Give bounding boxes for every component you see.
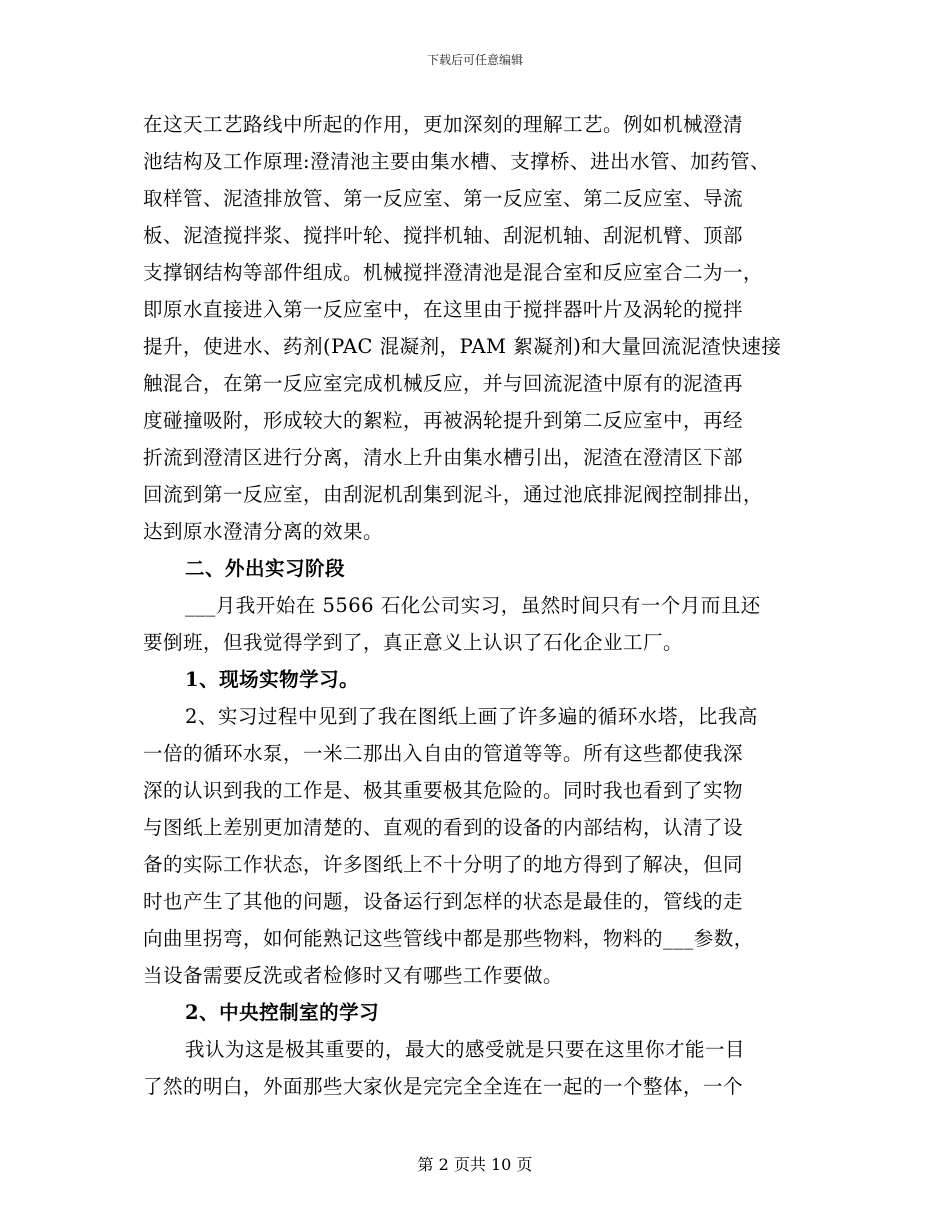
text-line: 向曲里拐弯，如何能熟记这些管线中都是那些物料，物料的___参数， [143,927,754,950]
text-line: 回流到第一反应室，由刮泥机刮集到泥斗，通过池底排泥阀控制排出， [143,483,764,506]
text-line: 达到原水澄清分离的效果。 [143,520,384,543]
text-line: 提升，使进水、药剂(PAC 混凝剂，PAM 絮凝剂)和大量回流泥渣快速接 [143,335,782,358]
text-line: ___月我开始在 5566 石化公司实习，虽然时间只有一个月而且还 [185,594,761,617]
section-heading-control-room: 2、中央控制室的学习 [185,1001,380,1024]
text-line: 了然的明白，外面那些大家伙是完完全全连在一起的一个整体，一个 [143,1075,744,1098]
paragraph-onsite-learning [143,698,823,994]
text-line: 我认为这是极其重要的，最大的感受就是只要在这里你才能一目 [185,1038,746,1061]
text-line: 触混合，在第一反应室完成机械反应，并与回流泥渣中原有的泥渣再 [143,372,744,395]
paragraph-internship-intro [143,587,823,661]
document-body [143,106,823,1105]
page-header: 下载后可任意编辑 [426,53,523,67]
text-line: 取样管、泥渣排放管、第一反应室、第一反应室、第二反应室、导流 [143,187,744,210]
text-line: 板、泥渣搅拌浆、搅拌叶轮、搅拌机轴、刮泥机轴、刮泥机臂、顶部 [143,224,744,247]
text-line: 池结构及工作原理:澄清池主要由集水槽、支撑桥、进出水管、加药管、 [143,150,771,173]
page-footer: 第 2 页共 10 页 [417,1155,533,1174]
text-line: 备的实际工作状态，许多图纸上不十分明了的地方得到了解决，但同 [143,853,744,876]
section-heading-onsite: 1、现场实物学习。 [185,668,360,691]
text-line: 即原水直接进入第一反应室中，在这里由于搅拌器叶片及涡轮的搅拌 [143,298,744,321]
text-line: 在这天工艺路线中所起的作用，更加深刻的理解工艺。例如机械澄清 [143,113,744,136]
text-line: 深的认识到我的工作是、极其重要极其危险的。同时我也看到了实物 [143,779,744,802]
paragraph-control-room [143,1031,823,1105]
text-line: 2、实习过程中见到了我在图纸上画了许多遍的循环水塔，比我高 [185,705,758,728]
text-line: 与图纸上差别更加清楚的、直观的看到的设备的内部结构，认清了设 [143,816,744,839]
text-line: 时也产生了其他的问题，设备运行到怎样的状态是最佳的，管线的走 [143,890,744,913]
paragraph-clarifier-structure [143,106,823,550]
text-line: 要倒班，但我觉得学到了，真正意义上认识了石化企业工厂。 [143,631,684,654]
section-heading-stage2: 二、外出实习阶段 [185,557,346,580]
text-line: 度碰撞吸附，形成较大的絮粒，再被涡轮提升到第二反应室中，再经 [143,409,744,432]
text-line: 折流到澄清区进行分离，清水上升由集水槽引出，泥渣在澄清区下部 [143,446,744,469]
text-line: 一倍的循环水泵，一米二那出入自由的管道等等。所有这些都使我深 [143,742,744,765]
text-line: 当设备需要反洗或者检修时又有哪些工作要做。 [143,964,564,987]
text-line: 支撑钢结构等部件组成。机械搅拌澄清池是混合室和反应室合二为一， [143,261,764,284]
